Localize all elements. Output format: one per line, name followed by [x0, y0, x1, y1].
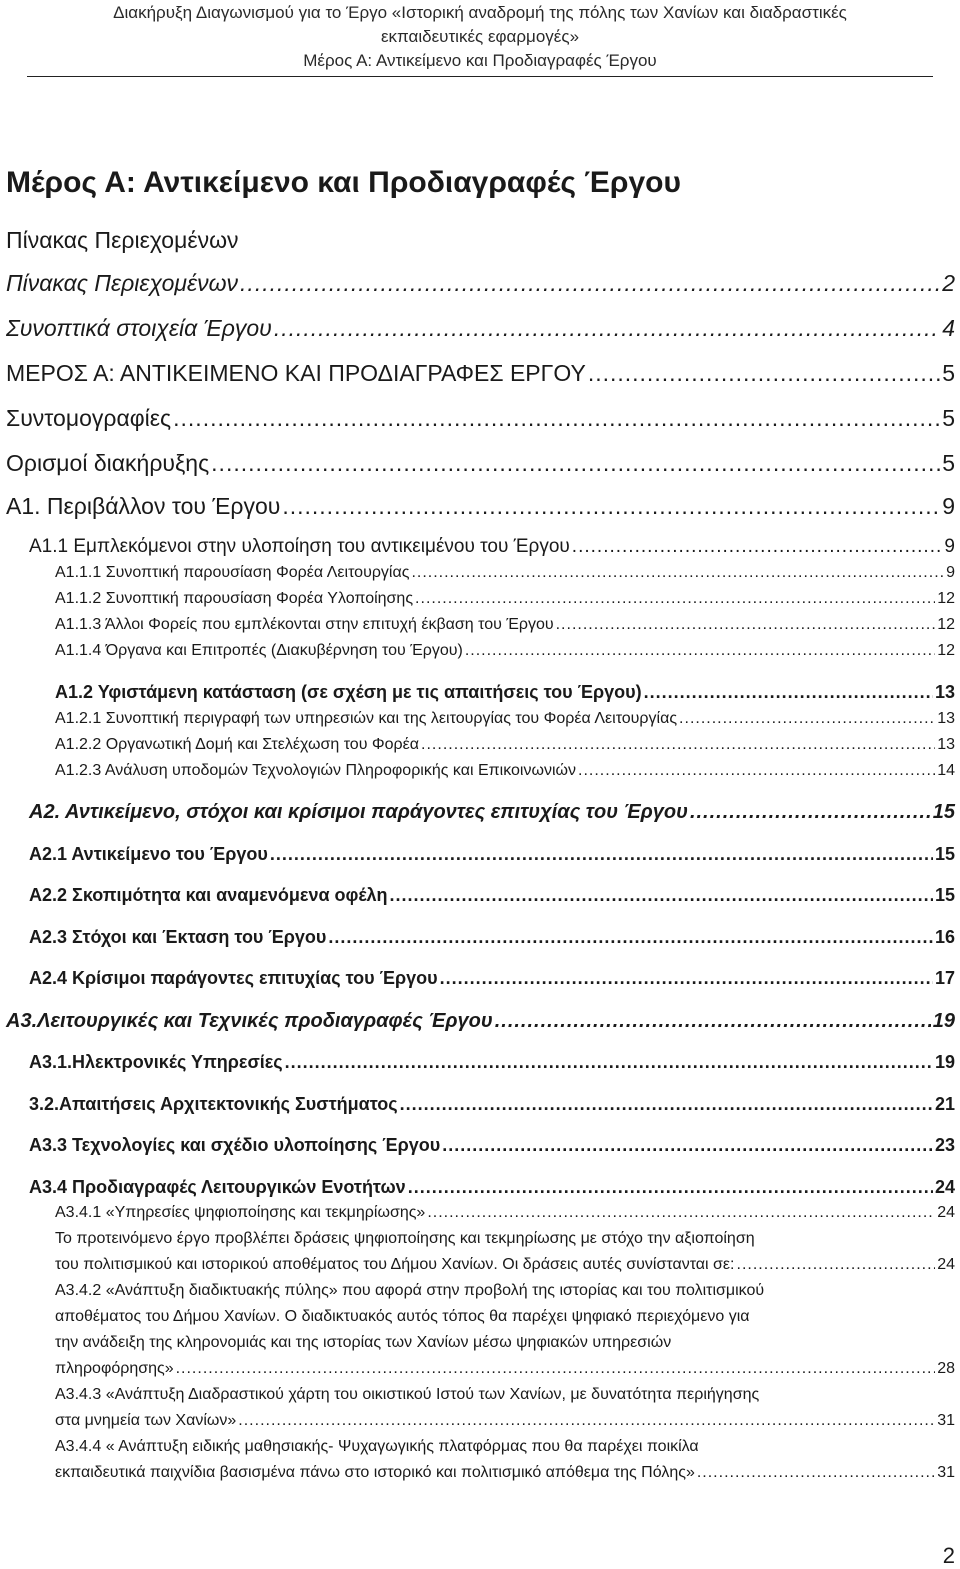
toc-entry-text: Α1.2 Υφιστάμενη κατάσταση (σε σχέση με τις απαιτήσεις του Έργου): [55, 682, 642, 702]
toc-entry[interactable]: [55, 1360, 955, 1378]
toc-entry-page: 15: [934, 885, 955, 905]
toc-entry-page: 24: [937, 1204, 955, 1221]
toc-entry-text: Α3.4.1 «Υπηρεσίες ψηφιοποίησης και τεκμηρίωσης»: [55, 1204, 426, 1221]
toc-entry-page: 13: [934, 682, 955, 702]
toc-entry-page: 12: [937, 642, 955, 659]
toc-entry-page: 16: [934, 927, 955, 947]
toc-entry-page: 13: [937, 710, 955, 727]
toc-entry-page: 9: [946, 564, 955, 581]
toc-entry[interactable]: [29, 1094, 955, 1115]
toc-entry[interactable]: [29, 1052, 955, 1073]
toc-entry-text: του πολιτισμικού και ιστορικού αποθέματος του Δήμου Χανίων. Οι δράσεις αυτές συνίστανται σε:: [55, 1256, 735, 1273]
toc-entry-text: Ορισμοί διακήρυξης: [6, 450, 210, 476]
header-line-1: Διακήρυξη Διαγωνισμού για το Έργο «Ιστορική αναδρομή της πόλης των Χανίων και διαδραστικές: [113, 3, 847, 22]
toc-entry-page: 19: [934, 1052, 955, 1072]
header-line-3: Μέρος Α: Αντικείμενο και Προδιαγραφές Έργου: [303, 51, 657, 70]
toc-entry[interactable]: [55, 616, 955, 634]
toc-entry-text: Συντομογραφίες: [6, 405, 172, 431]
toc-entry-page: 28: [937, 1360, 955, 1377]
toc-entry-text: στα μνημεία των Χανίων»: [55, 1412, 237, 1429]
toc-entry-text: Α1.1.2 Συνοπτική παρουσίαση Φορέα Υλοποίησης: [55, 590, 414, 607]
toc-entry[interactable]: [55, 762, 955, 780]
toc-entry-text: Πίνακας Περιεχομένων: [6, 270, 239, 296]
paragraph-line: Α3.4.3 «Ανάπτυξη Διαδραστικού χάρτη του οικιστικού Ιστού των Χανίων, με δυνατότητα περιήγησης: [55, 1386, 760, 1403]
toc-entry[interactable]: [29, 844, 955, 865]
toc-entry-page: 9: [944, 536, 955, 557]
toc-entry-text: Α1.2.1 Συνοπτική περιγραφή των υπηρεσιών και της λειτουργίας του Φορέα Λειτουργίας: [55, 710, 678, 727]
toc-entry-page: 21: [934, 1094, 955, 1114]
toc-entry-text: Α3.3 Τεχνολογίες και σχέδιο υλοποίησης Έργου: [29, 1135, 441, 1155]
toc-entry[interactable]: [29, 885, 955, 906]
toc-entry-page: 14: [937, 762, 955, 779]
toc-entry-page: 15: [934, 844, 955, 864]
toc-entry-text: Α1.1.1 Συνοπτική παρουσίαση Φορέα Λειτουργίας: [55, 564, 410, 581]
toc-entry[interactable]: [29, 1177, 955, 1198]
toc-entry-page: 5: [942, 450, 955, 476]
toc-entry[interactable]: [55, 736, 955, 754]
toc-entry-page: 24: [937, 1256, 955, 1273]
toc-entry[interactable]: [29, 1135, 955, 1156]
toc-entry-text: Α1.1.3 Άλλοι Φορείς που εμπλέκονται στην επιτυχή έκβαση του Έργου: [55, 616, 554, 633]
toc-entry-page: 19: [932, 1010, 955, 1032]
toc-entry-text: Α3.1.Ηλεκτρονικές Υπηρεσίες: [29, 1052, 283, 1072]
toc-entry-page: 12: [937, 616, 955, 633]
toc-entry[interactable]: [6, 405, 955, 432]
paragraph-line: Το προτεινόμενο έργο προβλέπει δράσεις ψηφιοποίησης και τεκμηρίωσης με στόχο την αξιοποίηση: [55, 1230, 755, 1247]
toc-entry-page: 24: [934, 1177, 955, 1197]
paragraph-line: Α3.4.2 «Ανάπτυξη διαδικτυακής πύλης» που αφορά στην προβολή της ιστορίας και του πολιτισμικού: [55, 1282, 765, 1299]
toc-entry-text: Α1.2.2 Οργανωτική Δομή και Στελέχωση του Φορέα: [55, 736, 420, 753]
toc-entry[interactable]: [55, 1204, 955, 1222]
paragraph-line: την ανάδειξη της κληρονομιάς και της ιστορίας των Χανίων μέσω ψηφιακών υπηρεσιών: [55, 1334, 672, 1351]
toc-entry-page: 31: [937, 1412, 955, 1429]
toc-entry[interactable]: [29, 927, 955, 948]
toc-entry-page: 12: [937, 590, 955, 607]
document-title: Μέρος Α: Αντικείμενο και Προδιαγραφές Έργου: [6, 166, 681, 199]
toc-entry-page: 15: [932, 801, 955, 823]
toc-entry-page: 17: [934, 968, 955, 988]
toc-entry[interactable]: [29, 801, 955, 824]
toc-entry[interactable]: [55, 590, 955, 608]
toc-entry[interactable]: [55, 1256, 955, 1274]
page-number: 2: [942, 1543, 955, 1568]
toc-entry-text: 3.2.Απαιτήσεις Αρχιτεκτονικής Συστήματος: [29, 1094, 398, 1114]
toc-entry-page: 4: [942, 315, 955, 341]
paragraph-line: Α3.4.4 « Ανάπτυξη ειδικής μαθησιακής- Ψυχαγωγικής πλατφόρμας που θα παρέχει ποικίλα: [55, 1438, 699, 1455]
toc-heading: Πίνακας Περιεχομένων: [6, 227, 239, 253]
toc-entry[interactable]: [55, 682, 955, 703]
toc-entry-text: Α2.3 Στόχοι και Έκταση του Έργου: [29, 927, 327, 947]
paragraph-line: αποθέματος του Δήμου Χανίων. Ο διαδικτυακός αυτός τόπος θα παρέχει ψηφιακό περιεχόμενο για: [55, 1308, 750, 1325]
toc-entry-text: Α3.4 Προδιαγραφές Λειτουργικών Ενοτήτων: [29, 1177, 406, 1197]
toc-entry-text: Α1.2.3 Ανάλυση υποδομών Τεχνολογιών Πληροφορικής και Επικοινωνιών: [55, 762, 577, 779]
toc-entry-page: 5: [942, 360, 955, 386]
toc-entry[interactable]: [55, 710, 955, 728]
toc-entry[interactable]: [55, 1412, 955, 1430]
toc-entry-text: ΜΕΡΟΣ Α: ΑΝΤΙΚΕΙΜΕΝΟ ΚΑΙ ΠΡΟΔΙΑΓΡΑΦΕΣ ΕΡΓΟΥ: [6, 360, 586, 386]
toc-entry-text: Α2.2 Σκοπιμότητα και αναμενόμενα οφέλη: [29, 885, 388, 905]
toc-entry[interactable]: [29, 968, 955, 989]
toc-entry-page: 2: [942, 270, 955, 296]
toc-entry[interactable]: [55, 564, 955, 582]
toc-entry-text: Α3.Λειτουργικές και Τεχνικές προδιαγραφές Έργου: [6, 1010, 493, 1032]
toc-entry-text: Α1.1.4 Όργανα και Επιτροπές (Διακυβέρνηση του Έργου): [55, 642, 463, 659]
toc-entry[interactable]: [55, 642, 955, 660]
toc-entry[interactable]: [6, 1010, 955, 1033]
toc-entry-text: Α2.4 Κρίσιμοι παράγοντες επιτυχίας του Έργου: [29, 968, 438, 988]
toc-entry-text: Α2.1 Αντικείμενο του Έργου: [29, 844, 268, 864]
header-line-2: εκπαιδευτικές εφαρμογές»: [380, 27, 580, 46]
toc-entry-text: Α1.1 Εμπλεκόμενοι στην υλοποίηση του αντικειμένου του Έργου: [29, 536, 570, 557]
toc-entry[interactable]: [6, 450, 955, 477]
toc-entry-text: Α1. Περιβάλλον του Έργου: [6, 493, 281, 519]
toc-entry[interactable]: [6, 315, 955, 342]
toc-entry-page: 5: [942, 405, 955, 431]
toc-entry[interactable]: [6, 270, 955, 297]
toc-entry-page: 31: [937, 1464, 955, 1481]
toc-entry-text: Συνοπτικά στοιχεία Έργου: [6, 315, 272, 341]
toc-entry-page: 9: [942, 493, 955, 519]
toc-entry-page: 13: [937, 736, 955, 753]
toc-entry[interactable]: [6, 493, 955, 520]
toc-entry-page: 23: [934, 1135, 955, 1155]
toc-entry[interactable]: [55, 1464, 955, 1482]
toc-entry-text: πληροφόρησης»: [55, 1360, 174, 1377]
toc-entry[interactable]: [29, 536, 955, 558]
toc-entry-text: Α2. Αντικείμενο, στόχοι και κρίσιμοι παράγοντες επιτυχίας του Έργου: [29, 801, 688, 823]
toc-entry-text: εκπαιδευτικά παιχνίδια βασισμένα πάνω στο ιστορικό και πολιτισμικό απόθεμα της Πόλης»: [55, 1464, 695, 1481]
toc-entry[interactable]: [6, 360, 955, 387]
